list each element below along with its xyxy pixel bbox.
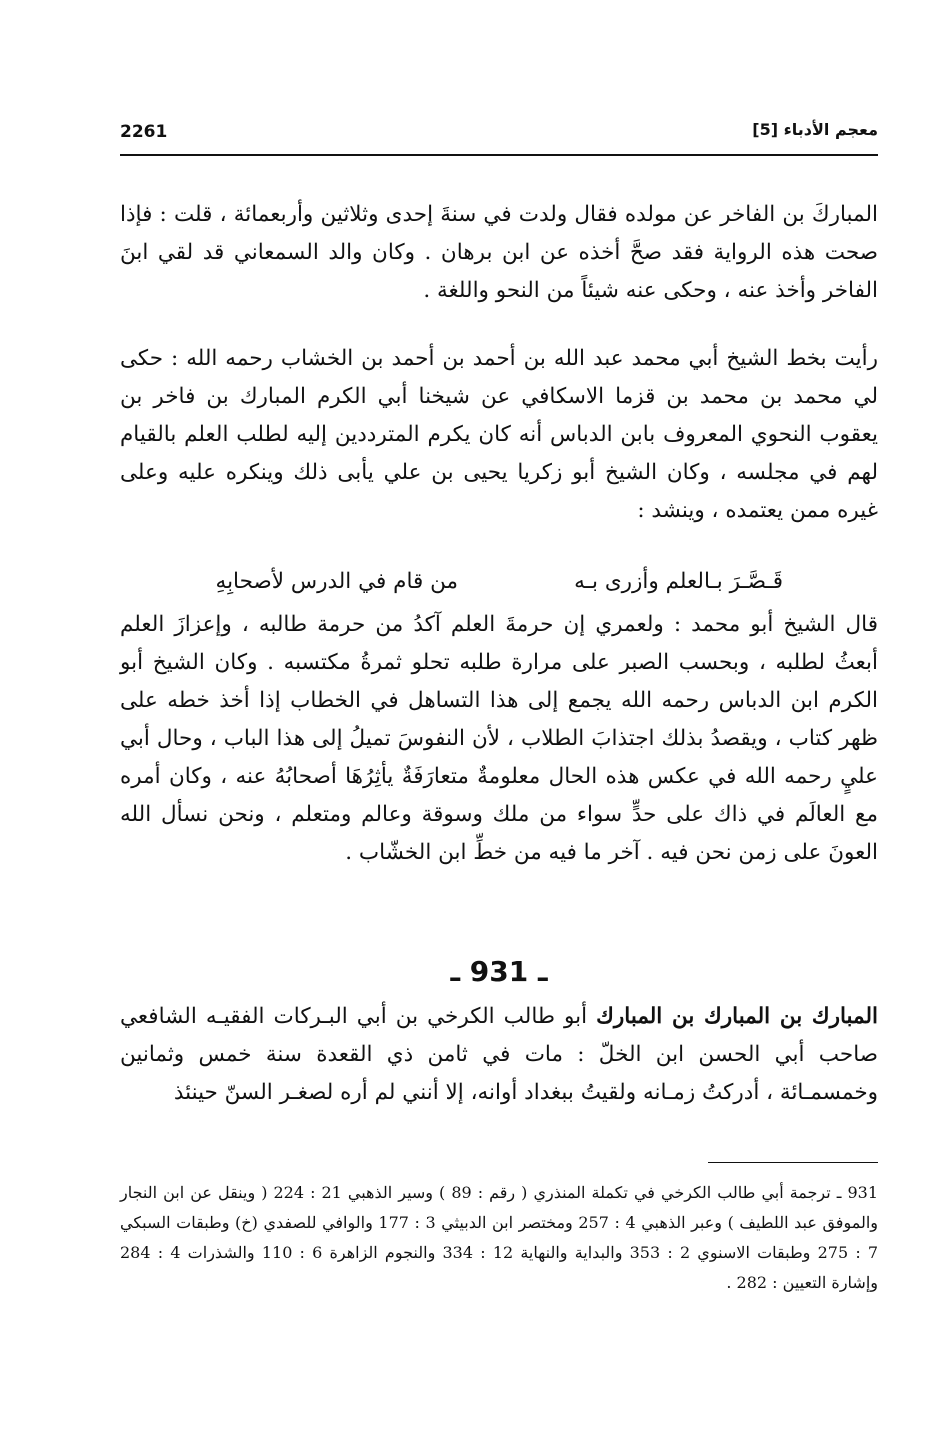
footnote: 931 ـ ترجمة أبي طالب الكرخي في تكملة المنذري ( رقم : 89 ) وسير الذهبي 21 : 224 ( وينقل عن ابن النجار والموفق عبد اللطيف ) وعبر الذهبي 4 : 257 ومختصر ابن الدبيثي 3 : 177 والوافي للصفدي (خ) وطبقات السبكي 7 : 275 وطبقات الاسنوي 2 : 353 والبداية والنهاية 12 : 334 والنجوم الزاهرة 6 : 110 والشذرات 4 : 284 وإشارة التعيين : 282 . (120, 1183, 879, 1292)
page-number: 2261 (120, 122, 168, 142)
header-rule (120, 154, 878, 156)
entry-heading: المبارك بن المبارك بن المبارك (596, 1004, 878, 1029)
verse-hemistich-1: قَـصَّـرَ بـالعلم وأزرى بـه (574, 569, 783, 594)
paragraph-3: قال الشيخ أبو محمد : ولعمري إن حرمةَ العلم آكدُ من حرمة طالبه ، وإعزازَ العلم أبعثُ لطلبه ، وبحسب الصبر على مرارة طلبه تحلو ثمرةُ مكتسبه . وكان الشيخ أبو الكرم ابن الدباس رحمه الله يجمع إلى هذا التساهل في الخطاب إذا أخذ خطه على ظهر كتاب ، ويقصدُ بذلك اجتذابَ الطلاب ، لأن النفوسَ تميلُ إلى هذا الباب ، وحال أبي عليٍ رحمه الله في عكس هذه الحال معلومةٌ متعارَفَةٌ يأثِرُهَا أصحابُهُ عنه ، وكان أمره مع العالَم في ذاك على حدٍّ سواء من ملك وسوقة وعالم ومتعلم ، ونحن نسأل الله العونَ على زمن نحن فيه . آخر ما فيه من خطِّ ابن الخشّاب . (120, 612, 878, 865)
verse-hemistich-2: من قام في الدرس لأصحابِهِ (215, 569, 458, 594)
footnote-rule (708, 1162, 878, 1163)
paragraph-2: رأيت بخط الشيخ أبي محمد عبد الله بن أحمد بن أحمد بن الخشاب رحمه الله : حكى لي محمد بن محمد بن قزما الاسكافي عن شيخنا أبي الكرم المبارك بن فاخر بن يعقوب النحوي المعروف بابن الدباس أنه كان يكرم المترددين إليه لطلب العلم بالقيام لهم في مجلسه ، وكان الشيخ أبو زكريا يحيى بن علي يأبى ذلك وينكره عليه وعلى غيره ممن يعتمده ، وينشد : (120, 346, 878, 523)
entry-text: أبو طالب الكرخي بن أبي البـركات الفقيـه الشافعي صاحب أبي الحسن ابن الخلّ : مات في ثامن ذي القعدة سنة خمس وثمانين وخمسمـائة ، أدركتُ زمـانه ولقيتُ ببغداد أوانه، إلا أنني لم أره لصغـر السنّ حينئذ (120, 1004, 878, 1105)
paragraph-1: المباركَ بن الفاخر عن مولده فقال ولدت في سنةَ إحدى وثلاثين وأربعمائة ، قلت : فإذا صحت هذه الرواية فقد صحَّ أخذه عن ابن برهان . وكان والد السمعاني قد لقي ابنَ الفاخر وأخذ عنه ، وحكى عنه شيئاً من النحو واللغة . (120, 202, 878, 303)
entry-number: ـ 931 ـ (450, 955, 548, 988)
verse-line (120, 563, 878, 601)
page-header (120, 118, 878, 152)
entry-paragraph (120, 998, 878, 1112)
running-title: معجم الأدباء [5] (752, 120, 878, 139)
